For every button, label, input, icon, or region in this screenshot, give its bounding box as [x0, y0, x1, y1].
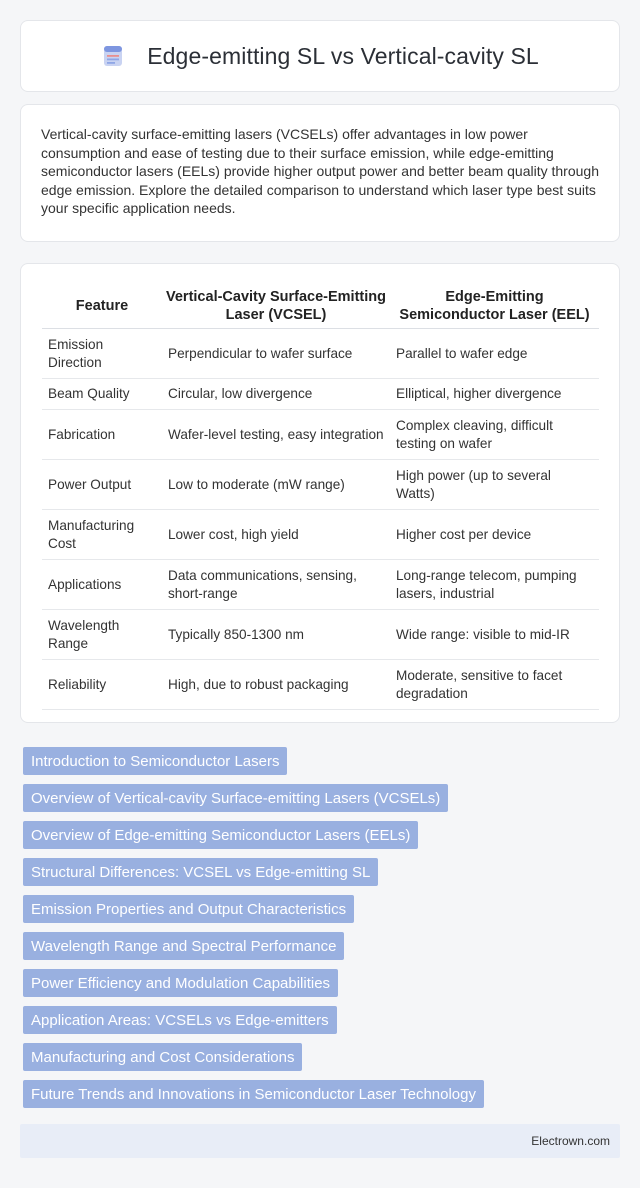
topic-link-wavelength-range[interactable]: Wavelength Range and Spectral Performance	[23, 932, 344, 960]
table-cell-feature: Beam Quality	[42, 379, 162, 410]
header-vcsel: Vertical-Cavity Surface-Emitting Laser (VCSEL)	[162, 283, 390, 329]
table-row	[42, 379, 599, 410]
table-cell-feature: Fabrication	[42, 410, 162, 460]
document-icon	[101, 44, 125, 68]
table-cell-eel: Long-range telecom, pumping lasers, industrial	[390, 560, 599, 610]
table-cell-eel: Moderate, sensitive to facet degradation	[390, 660, 599, 710]
table-cell-feature: Power Output	[42, 460, 162, 510]
topic-link-introduction[interactable]: Introduction to Semiconductor Lasers	[23, 747, 287, 775]
page-title: Edge-emitting SL vs Vertical-cavity SL	[147, 42, 539, 69]
table-cell-vcsel: Perpendicular to wafer surface	[162, 329, 390, 379]
table-cell-feature: Emission Direction	[42, 329, 162, 379]
comparison-table-card	[20, 263, 620, 723]
table-row	[42, 510, 599, 560]
header-feature: Feature	[42, 283, 162, 329]
topic-link-vcsel-overview[interactable]: Overview of Vertical-cavity Surface-emitting Lasers (VCSELs)	[23, 784, 448, 812]
intro-text: Vertical-cavity surface-emitting lasers (VCSELs) offer advantages in low power consumption and ease of testing due to their surface emission, while edge-emitting semiconductor lasers (EELs) provide higher output power and better beam quality through edge emission. Explore the detailed comparison to understand which laser type best suits your specific application needs.	[41, 126, 599, 217]
table-cell-eel: Complex cleaving, difficult testing on wafer	[390, 410, 599, 460]
table-cell-eel: Parallel to wafer edge	[390, 329, 599, 379]
table-cell-vcsel: Wafer-level testing, easy integration	[162, 410, 390, 460]
header-eel: Edge-Emitting Semiconductor Laser (EEL)	[390, 283, 599, 329]
topic-link-manufacturing-cost[interactable]: Manufacturing and Cost Considerations	[23, 1043, 302, 1071]
title-card	[20, 20, 620, 92]
table-cell-feature: Reliability	[42, 660, 162, 710]
comparison-table	[42, 283, 599, 710]
table-row	[42, 460, 599, 510]
table-cell-feature: Applications	[42, 560, 162, 610]
table-cell-eel: High power (up to several Watts)	[390, 460, 599, 510]
topic-links	[23, 747, 620, 1117]
table-cell-eel: Higher cost per device	[390, 510, 599, 560]
topic-link-structural-differences[interactable]: Structural Differences: VCSEL vs Edge-emitting SL	[23, 858, 378, 886]
intro-card	[20, 104, 620, 242]
table-row	[42, 410, 599, 460]
table-cell-eel: Elliptical, higher divergence	[390, 379, 599, 410]
table-cell-vcsel: Circular, low divergence	[162, 379, 390, 410]
table-cell-vcsel: Lower cost, high yield	[162, 510, 390, 560]
table-header-row	[42, 283, 599, 329]
table-row	[42, 610, 599, 660]
table-row	[42, 329, 599, 379]
topic-link-power-efficiency[interactable]: Power Efficiency and Modulation Capabilities	[23, 969, 338, 997]
topic-link-eel-overview[interactable]: Overview of Edge-emitting Semiconductor Lasers (EELs)	[23, 821, 418, 849]
table-cell-feature: Wavelength Range	[42, 610, 162, 660]
table-cell-vcsel: Data communications, sensing, short-range	[162, 560, 390, 610]
table-row	[42, 660, 599, 710]
topic-link-future-trends[interactable]: Future Trends and Innovations in Semiconductor Laser Technology	[23, 1080, 484, 1108]
table-cell-vcsel: Low to moderate (mW range)	[162, 460, 390, 510]
table-row	[42, 560, 599, 610]
table-cell-eel: Wide range: visible to mid-IR	[390, 610, 599, 660]
table-cell-vcsel: High, due to robust packaging	[162, 660, 390, 710]
table-cell-feature: Manufacturing Cost	[42, 510, 162, 560]
footer-site[interactable]: Electrown.com	[531, 1134, 610, 1148]
table-cell-vcsel: Typically 850-1300 nm	[162, 610, 390, 660]
topic-link-application-areas[interactable]: Application Areas: VCSELs vs Edge-emitters	[23, 1006, 337, 1034]
topic-link-emission-properties[interactable]: Emission Properties and Output Characteristics	[23, 895, 354, 923]
footer	[20, 1124, 620, 1158]
